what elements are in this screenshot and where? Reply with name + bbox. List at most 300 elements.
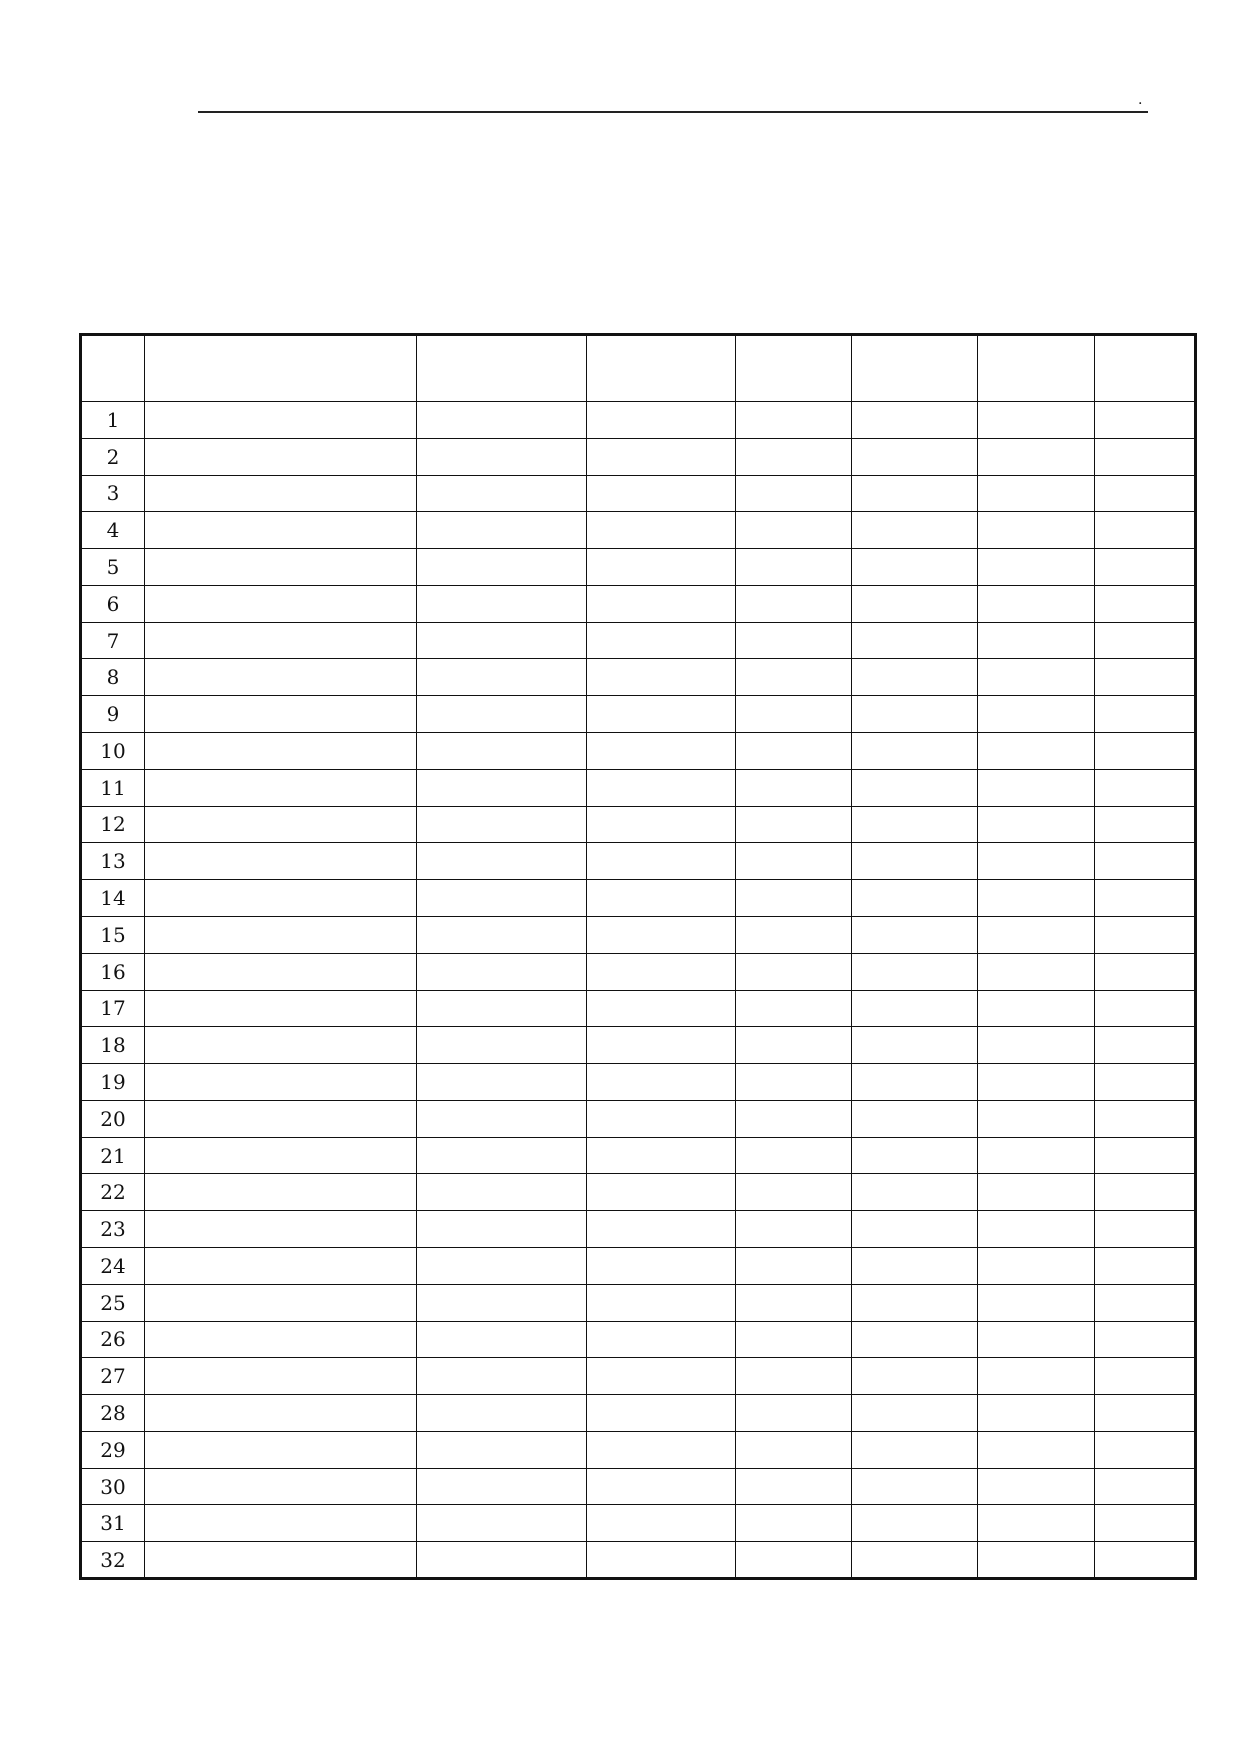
cell-report-no[interactable] [978,1137,1095,1174]
header-rule [198,111,1148,113]
table-row [81,1284,1196,1321]
cell-variety-spec[interactable] [417,953,587,990]
row-index: 19 [81,1064,145,1101]
cell-remarks[interactable] [1095,843,1196,880]
cell-entry-date[interactable] [587,475,736,512]
row-index: 4 [81,512,145,549]
cell-inspection-date[interactable] [852,1358,978,1395]
cell-manufacturer[interactable] [145,1100,417,1137]
row-index: 6 [81,585,145,622]
cell-entry-date[interactable] [587,1211,736,1248]
cell-manufacturer[interactable] [145,438,417,475]
cell-manufacturer[interactable] [145,1505,417,1542]
cell-entry-date[interactable] [587,1358,736,1395]
cell-manufacturer[interactable] [145,1064,417,1101]
cell-variety-spec[interactable] [417,659,587,696]
header-marker: . [1138,92,1143,108]
cell-report-no[interactable] [978,1431,1095,1468]
cell-manufacturer[interactable] [145,733,417,770]
row-index: 23 [81,1211,145,1248]
cell-variety-spec[interactable] [417,1174,587,1211]
row-index: 32 [81,1542,145,1579]
cell-remarks[interactable] [1095,1395,1196,1432]
cell-inspection-date[interactable] [852,806,978,843]
cell-remarks[interactable] [1095,916,1196,953]
cell-inspection-date[interactable] [852,1064,978,1101]
cell-rep-quantity[interactable] [736,843,852,880]
cell-variety-spec[interactable] [417,1100,587,1137]
cell-rep-quantity[interactable] [736,806,852,843]
cell-inspection-date[interactable] [852,438,978,475]
cell-variety-spec[interactable] [417,438,587,475]
cell-remarks[interactable] [1095,1284,1196,1321]
cell-rep-quantity[interactable] [736,1284,852,1321]
header-inspection-date [852,335,978,402]
row-index: 25 [81,1284,145,1321]
table-row [81,1468,1196,1505]
cell-rep-quantity[interactable] [736,1395,852,1432]
row-index: 8 [81,659,145,696]
table-row [81,1100,1196,1137]
cell-report-no[interactable] [978,438,1095,475]
cell-remarks[interactable] [1095,475,1196,512]
cell-inspection-date[interactable] [852,880,978,917]
cell-entry-date[interactable] [587,769,736,806]
cell-report-no[interactable] [978,769,1095,806]
cell-report-no[interactable] [978,880,1095,917]
row-index: 21 [81,1137,145,1174]
cell-rep-quantity[interactable] [736,475,852,512]
cell-entry-date[interactable] [587,512,736,549]
cell-inspection-date[interactable] [852,402,978,439]
row-index: 22 [81,1174,145,1211]
cell-rep-quantity[interactable] [736,549,852,586]
cell-remarks[interactable] [1095,696,1196,733]
cell-entry-date[interactable] [587,880,736,917]
cell-entry-date[interactable] [587,1395,736,1432]
cell-inspection-date[interactable] [852,1211,978,1248]
table-row [81,696,1196,733]
cell-entry-date[interactable] [587,1542,736,1579]
cell-report-no[interactable] [978,475,1095,512]
cell-remarks[interactable] [1095,990,1196,1027]
cell-remarks[interactable] [1095,1542,1196,1579]
cell-rep-quantity[interactable] [736,1211,852,1248]
cell-remarks[interactable] [1095,1321,1196,1358]
cell-report-no[interactable] [978,585,1095,622]
cell-report-no[interactable] [978,1247,1095,1284]
cell-inspection-date[interactable] [852,1431,978,1468]
cell-entry-date[interactable] [587,1505,736,1542]
cell-remarks[interactable] [1095,402,1196,439]
cell-entry-date[interactable] [587,585,736,622]
cell-variety-spec[interactable] [417,1027,587,1064]
cell-report-no[interactable] [978,1468,1095,1505]
cell-variety-spec[interactable] [417,1431,587,1468]
header-index [81,335,145,402]
table-row [81,1505,1196,1542]
cell-rep-quantity[interactable] [736,1431,852,1468]
cell-variety-spec[interactable] [417,402,587,439]
cell-inspection-date[interactable] [852,512,978,549]
row-index: 31 [81,1505,145,1542]
row-index: 12 [81,806,145,843]
cell-remarks[interactable] [1095,438,1196,475]
header-variety-spec [417,335,587,402]
cell-entry-date[interactable] [587,916,736,953]
header-rep-quantity [736,335,852,402]
cell-variety-spec[interactable] [417,475,587,512]
table-row [81,1431,1196,1468]
cell-inspection-date[interactable] [852,475,978,512]
cell-manufacturer[interactable] [145,1431,417,1468]
table-row [81,1137,1196,1174]
cell-remarks[interactable] [1095,1505,1196,1542]
cell-manufacturer[interactable] [145,769,417,806]
cell-inspection-date[interactable] [852,1137,978,1174]
cell-report-no[interactable] [978,1321,1095,1358]
cell-inspection-date[interactable] [852,1100,978,1137]
table-row [81,512,1196,549]
cell-variety-spec[interactable] [417,916,587,953]
cell-remarks[interactable] [1095,1247,1196,1284]
cell-manufacturer[interactable] [145,880,417,917]
cell-report-no[interactable] [978,1284,1095,1321]
cell-entry-date[interactable] [587,1468,736,1505]
cell-entry-date[interactable] [587,1174,736,1211]
header-manufacturer [145,335,417,402]
cell-variety-spec[interactable] [417,622,587,659]
cell-manufacturer[interactable] [145,402,417,439]
table-row [81,916,1196,953]
table-row [81,622,1196,659]
cell-report-no[interactable] [978,402,1095,439]
cell-inspection-date[interactable] [852,990,978,1027]
cell-remarks[interactable] [1095,880,1196,917]
cell-manufacturer[interactable] [145,1027,417,1064]
cell-report-no[interactable] [978,953,1095,990]
cell-report-no[interactable] [978,659,1095,696]
cell-remarks[interactable] [1095,622,1196,659]
header-row [81,335,1196,402]
row-index: 10 [81,733,145,770]
table-row [81,843,1196,880]
cell-entry-date[interactable] [587,1100,736,1137]
cell-entry-date[interactable] [587,659,736,696]
table-row [81,1174,1196,1211]
cell-inspection-date[interactable] [852,733,978,770]
cell-report-no[interactable] [978,843,1095,880]
cell-remarks[interactable] [1095,953,1196,990]
cell-report-no[interactable] [978,1064,1095,1101]
cell-rep-quantity[interactable] [736,1321,852,1358]
cell-manufacturer[interactable] [145,1358,417,1395]
cell-report-no[interactable] [978,1027,1095,1064]
cell-report-no[interactable] [978,1542,1095,1579]
cell-report-no[interactable] [978,696,1095,733]
cell-rep-quantity[interactable] [736,622,852,659]
row-index: 14 [81,880,145,917]
ledger-body [81,402,1196,1579]
cell-report-no[interactable] [978,622,1095,659]
cell-rep-quantity[interactable] [736,1468,852,1505]
cell-manufacturer[interactable] [145,549,417,586]
row-index: 1 [81,402,145,439]
cell-variety-spec[interactable] [417,769,587,806]
cell-inspection-date[interactable] [852,1174,978,1211]
table-row [81,1247,1196,1284]
cell-report-no[interactable] [978,549,1095,586]
row-index: 28 [81,1395,145,1432]
cell-manufacturer[interactable] [145,512,417,549]
cell-entry-date[interactable] [587,549,736,586]
cell-rep-quantity[interactable] [736,585,852,622]
cell-inspection-date[interactable] [852,1247,978,1284]
cell-remarks[interactable] [1095,1137,1196,1174]
cell-manufacturer[interactable] [145,1321,417,1358]
row-index: 30 [81,1468,145,1505]
cell-inspection-date[interactable] [852,1321,978,1358]
cell-entry-date[interactable] [587,733,736,770]
cell-manufacturer[interactable] [145,953,417,990]
cell-rep-quantity[interactable] [736,1542,852,1579]
header-entry-date [587,335,736,402]
cell-manufacturer[interactable] [145,916,417,953]
cell-variety-spec[interactable] [417,1505,587,1542]
cell-rep-quantity[interactable] [736,438,852,475]
cell-manufacturer[interactable] [145,1247,417,1284]
cell-rep-quantity[interactable] [736,990,852,1027]
cell-variety-spec[interactable] [417,1395,587,1432]
cell-variety-spec[interactable] [417,1211,587,1248]
cell-manufacturer[interactable] [145,585,417,622]
cell-report-no[interactable] [978,1100,1095,1137]
cell-variety-spec[interactable] [417,696,587,733]
cell-rep-quantity[interactable] [736,916,852,953]
cell-inspection-date[interactable] [852,622,978,659]
row-index: 9 [81,696,145,733]
table-row [81,585,1196,622]
cell-report-no[interactable] [978,990,1095,1027]
table-row [81,1211,1196,1248]
cell-remarks[interactable] [1095,1100,1196,1137]
cell-inspection-date[interactable] [852,659,978,696]
cell-variety-spec[interactable] [417,1468,587,1505]
row-index: 5 [81,549,145,586]
cell-inspection-date[interactable] [852,769,978,806]
cell-variety-spec[interactable] [417,1064,587,1101]
cell-inspection-date[interactable] [852,916,978,953]
cell-variety-spec[interactable] [417,1358,587,1395]
cell-variety-spec[interactable] [417,806,587,843]
row-index: 26 [81,1321,145,1358]
cell-variety-spec[interactable] [417,1321,587,1358]
cell-rep-quantity[interactable] [736,512,852,549]
cell-report-no[interactable] [978,1211,1095,1248]
cell-rep-quantity[interactable] [736,696,852,733]
table-row [81,549,1196,586]
cell-manufacturer[interactable] [145,696,417,733]
cell-remarks[interactable] [1095,769,1196,806]
cell-rep-quantity[interactable] [736,1505,852,1542]
cell-rep-quantity[interactable] [736,1358,852,1395]
cell-remarks[interactable] [1095,1027,1196,1064]
ledger-table [79,333,1197,1580]
cell-variety-spec[interactable] [417,880,587,917]
cell-entry-date[interactable] [587,1064,736,1101]
table-row [81,1321,1196,1358]
row-index: 24 [81,1247,145,1284]
cell-entry-date[interactable] [587,806,736,843]
cell-inspection-date[interactable] [852,1284,978,1321]
cell-manufacturer[interactable] [145,806,417,843]
cell-rep-quantity[interactable] [736,1174,852,1211]
cell-entry-date[interactable] [587,1321,736,1358]
table-row [81,806,1196,843]
cell-manufacturer[interactable] [145,1211,417,1248]
cell-manufacturer[interactable] [145,1395,417,1432]
cell-rep-quantity[interactable] [736,880,852,917]
row-index: 15 [81,916,145,953]
cell-manufacturer[interactable] [145,659,417,696]
cell-manufacturer[interactable] [145,622,417,659]
cell-rep-quantity[interactable] [736,1027,852,1064]
cell-variety-spec[interactable] [417,1284,587,1321]
cell-entry-date[interactable] [587,402,736,439]
cell-variety-spec[interactable] [417,512,587,549]
table-row [81,1064,1196,1101]
cell-variety-spec[interactable] [417,733,587,770]
row-index: 7 [81,622,145,659]
cell-entry-date[interactable] [587,438,736,475]
row-index: 17 [81,990,145,1027]
cell-inspection-date[interactable] [852,1027,978,1064]
table-row [81,1542,1196,1579]
cell-manufacturer[interactable] [145,843,417,880]
cell-remarks[interactable] [1095,1358,1196,1395]
cell-report-no[interactable] [978,1505,1095,1542]
cell-remarks[interactable] [1095,512,1196,549]
table-row [81,1395,1196,1432]
cell-rep-quantity[interactable] [736,1137,852,1174]
cell-inspection-date[interactable] [852,1505,978,1542]
cell-variety-spec[interactable] [417,990,587,1027]
row-index: 18 [81,1027,145,1064]
cell-rep-quantity[interactable] [736,1064,852,1101]
cell-variety-spec[interactable] [417,585,587,622]
cell-manufacturer[interactable] [145,475,417,512]
table-row [81,769,1196,806]
table-row [81,659,1196,696]
cell-manufacturer[interactable] [145,1542,417,1579]
cell-inspection-date[interactable] [852,696,978,733]
cell-remarks[interactable] [1095,1174,1196,1211]
table-row [81,402,1196,439]
cell-remarks[interactable] [1095,1064,1196,1101]
table-row [81,990,1196,1027]
cell-remarks[interactable] [1095,1211,1196,1248]
cell-rep-quantity[interactable] [736,769,852,806]
row-index: 29 [81,1431,145,1468]
cell-remarks[interactable] [1095,806,1196,843]
cell-entry-date[interactable] [587,696,736,733]
header-remarks [1095,335,1196,402]
cell-inspection-date[interactable] [852,1542,978,1579]
cell-entry-date[interactable] [587,990,736,1027]
cell-rep-quantity[interactable] [736,1247,852,1284]
cell-manufacturer[interactable] [145,990,417,1027]
cell-remarks[interactable] [1095,549,1196,586]
table-row [81,1358,1196,1395]
cell-entry-date[interactable] [587,843,736,880]
row-index: 27 [81,1358,145,1395]
cell-inspection-date[interactable] [852,1468,978,1505]
cell-variety-spec[interactable] [417,843,587,880]
table-row [81,475,1196,512]
row-index: 2 [81,438,145,475]
table-row [81,733,1196,770]
cell-report-no[interactable] [978,1358,1095,1395]
cell-variety-spec[interactable] [417,1542,587,1579]
table-row [81,953,1196,990]
table-row [81,438,1196,475]
cell-inspection-date[interactable] [852,549,978,586]
cell-inspection-date[interactable] [852,843,978,880]
table-row [81,1027,1196,1064]
cell-remarks[interactable] [1095,659,1196,696]
row-index: 13 [81,843,145,880]
cell-inspection-date[interactable] [852,1395,978,1432]
cell-report-no[interactable] [978,916,1095,953]
cell-manufacturer[interactable] [145,1137,417,1174]
cell-rep-quantity[interactable] [736,1100,852,1137]
row-index: 3 [81,475,145,512]
cell-remarks[interactable] [1095,733,1196,770]
cell-variety-spec[interactable] [417,1247,587,1284]
cell-entry-date[interactable] [587,1247,736,1284]
cell-manufacturer[interactable] [145,1468,417,1505]
cell-entry-date[interactable] [587,1137,736,1174]
cell-report-no[interactable] [978,733,1095,770]
cell-entry-date[interactable] [587,1027,736,1064]
cell-inspection-date[interactable] [852,585,978,622]
cell-report-no[interactable] [978,806,1095,843]
cell-rep-quantity[interactable] [736,402,852,439]
cell-report-no[interactable] [978,1174,1095,1211]
cell-rep-quantity[interactable] [736,659,852,696]
row-index: 16 [81,953,145,990]
cell-rep-quantity[interactable] [736,733,852,770]
cell-report-no[interactable] [978,1395,1095,1432]
cell-variety-spec[interactable] [417,1137,587,1174]
cell-entry-date[interactable] [587,1284,736,1321]
cell-report-no[interactable] [978,512,1095,549]
cell-rep-quantity[interactable] [736,953,852,990]
cell-entry-date[interactable] [587,953,736,990]
cell-variety-spec[interactable] [417,549,587,586]
cell-entry-date[interactable] [587,622,736,659]
row-index: 11 [81,769,145,806]
cell-remarks[interactable] [1095,585,1196,622]
cell-remarks[interactable] [1095,1468,1196,1505]
table-row [81,880,1196,917]
cell-entry-date[interactable] [587,1431,736,1468]
cell-manufacturer[interactable] [145,1284,417,1321]
cell-inspection-date[interactable] [852,953,978,990]
cell-manufacturer[interactable] [145,1174,417,1211]
row-index: 20 [81,1100,145,1137]
cell-remarks[interactable] [1095,1431,1196,1468]
